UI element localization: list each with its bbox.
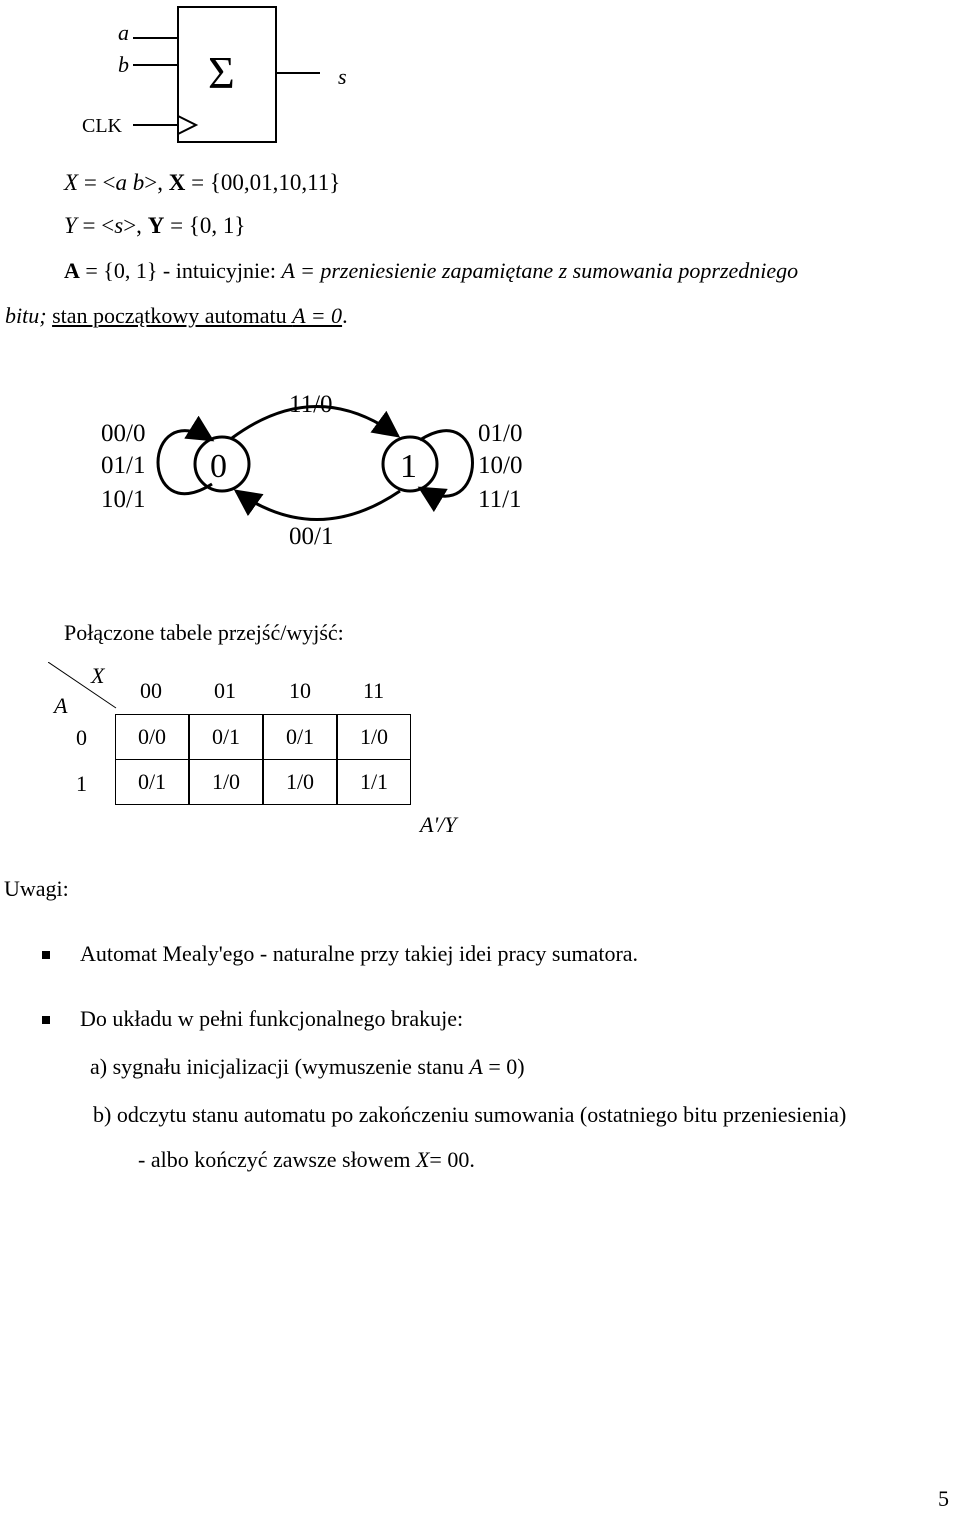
def-a-cont-bit: bitu; xyxy=(5,303,53,328)
top-edge-label: 11/0 xyxy=(289,391,333,418)
right-loop-label-2: 10/0 xyxy=(478,452,523,479)
note-item-1: Automat Mealy'ego - naturalne przy takiej idei pracy sumatora. xyxy=(80,941,639,966)
def-y-vec: s xyxy=(114,213,124,238)
table-x-label: X xyxy=(91,663,105,688)
def-x-eq: = < xyxy=(78,170,116,195)
table-cell: 0/1 xyxy=(189,714,263,760)
def-y-set: Y xyxy=(147,213,165,238)
note-sub-a-text: a) sygnału inicjalizacji (wymuszenie stanu xyxy=(90,1054,470,1079)
table-a-label: A xyxy=(54,693,68,718)
page-number: 5 xyxy=(938,1486,949,1511)
def-a-period: . xyxy=(342,303,348,328)
note-sub-b: b) odczytu stanu automatu po zakończeniu sumowania (ostatniego bitu przeniesienia) xyxy=(93,1102,847,1127)
clk-triangle xyxy=(178,116,196,134)
bottom-edge-label: 00/1 xyxy=(289,523,334,550)
def-x-mid: >, xyxy=(144,170,169,195)
def-y-values: = {0, 1} xyxy=(164,213,246,238)
table-cell: 0/0 xyxy=(115,714,189,760)
def-x-vec: a b xyxy=(115,170,145,195)
table-row-state: 1 xyxy=(76,771,87,796)
note-sub-c-end: = 00. xyxy=(429,1147,475,1172)
state-1-label: 1 xyxy=(400,448,417,485)
notes-title: Uwagi: xyxy=(4,876,69,901)
note-item-2: Do układu w pełni funkcjonalnego brakuje: xyxy=(80,1006,464,1031)
def-a-initial-value: A = 0 xyxy=(292,303,343,328)
def-line-y xyxy=(64,213,245,239)
def-line-x xyxy=(64,170,340,196)
note-sub-a xyxy=(90,1054,525,1080)
bottom-transition-arrow xyxy=(236,491,400,520)
note-sub-a-end: = 0) xyxy=(482,1054,525,1079)
table-caption: Połączone tabele przejść/wyjść: xyxy=(64,620,344,645)
state-1-self-loop xyxy=(420,431,473,497)
sum-symbol: Σ xyxy=(208,47,235,98)
def-x-var: X xyxy=(64,170,79,195)
def-y-eq: = < xyxy=(76,213,115,238)
def-line-a xyxy=(64,258,798,284)
table-col-header: 00 xyxy=(140,678,162,703)
state-diagram xyxy=(0,380,600,560)
left-loop-label-3: 10/1 xyxy=(101,486,146,513)
def-y-mid: >, xyxy=(123,213,148,238)
input-b-label: b xyxy=(118,52,129,77)
def-a-meaning: A = przeniesienie zapamiętane z sumowania poprzedniego xyxy=(281,258,799,283)
table-col-header: 01 xyxy=(214,678,236,703)
note-sub-a-var: A xyxy=(469,1054,483,1079)
left-loop-label-1: 00/0 xyxy=(101,420,146,447)
def-x-values: = {00,01,10,11} xyxy=(185,170,341,195)
note-sub-c-text: - albo kończyć zawsze słowem xyxy=(138,1147,416,1172)
table-col-header: 11 xyxy=(363,678,385,703)
table-cell: 1/0 xyxy=(263,759,337,805)
def-a-set: A xyxy=(64,258,80,283)
def-line-a-cont xyxy=(5,303,348,329)
def-a-values: = {0, 1} - intuicyjnie: xyxy=(79,258,282,283)
def-x-set: X xyxy=(168,170,186,195)
adder-block-diagram xyxy=(0,0,420,150)
table-cell: 0/1 xyxy=(115,759,189,805)
right-loop-label-1: 01/0 xyxy=(478,420,523,447)
state-0-label: 0 xyxy=(210,448,227,485)
table-cell-legend: A'/Y xyxy=(420,812,457,837)
table-cell: 1/1 xyxy=(337,759,411,805)
note-sub-c-var: X xyxy=(415,1147,430,1172)
left-loop-label-2: 01/1 xyxy=(101,452,146,479)
table-col-header: 10 xyxy=(289,678,311,703)
def-a-initial-state: stan początkowy automatu xyxy=(52,303,293,328)
table-cell: 1/0 xyxy=(189,759,263,805)
table-cell: 0/1 xyxy=(263,714,337,760)
bullet-marker xyxy=(42,951,50,959)
def-y-var: Y xyxy=(64,213,77,238)
right-loop-label-3: 11/1 xyxy=(478,486,522,513)
table-cell: 1/0 xyxy=(337,714,411,760)
input-a-label: a xyxy=(118,20,129,45)
table-row-state: 0 xyxy=(76,725,87,750)
clk-label: CLK xyxy=(82,115,122,137)
output-s-label: s xyxy=(338,64,347,89)
note-sub-c xyxy=(138,1147,475,1173)
bullet-marker xyxy=(42,1016,50,1024)
